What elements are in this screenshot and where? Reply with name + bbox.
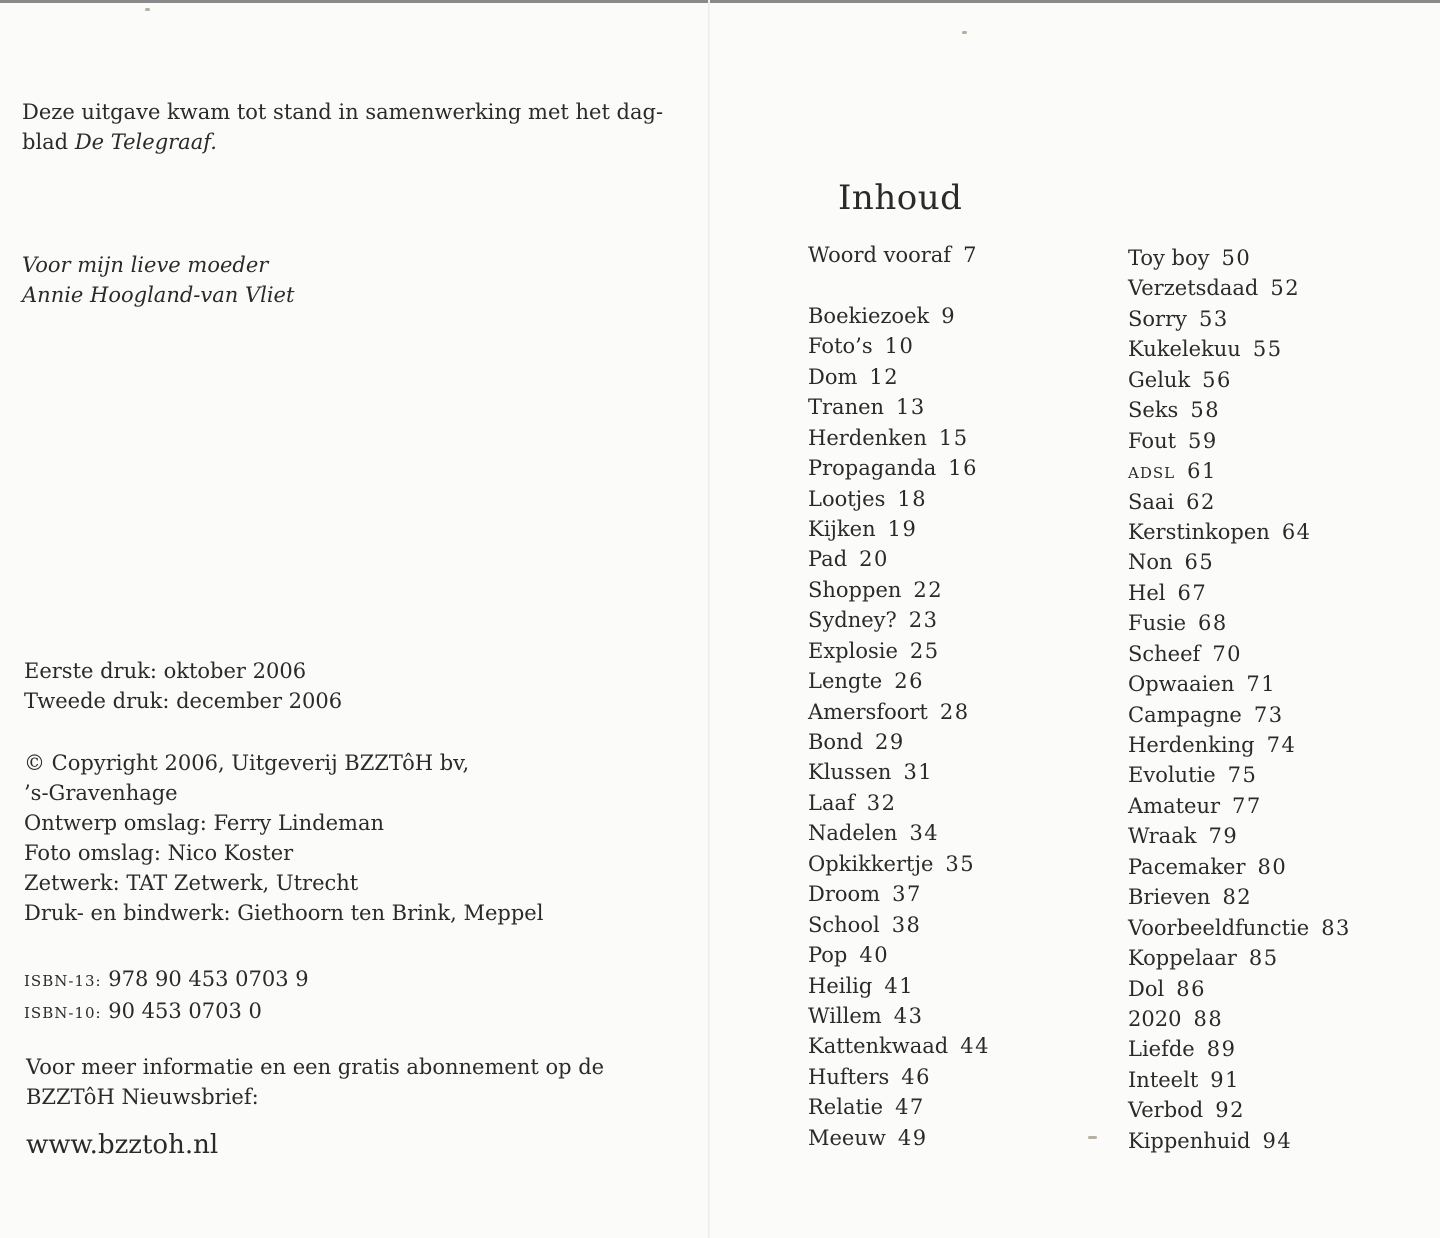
toc-entry — [808, 544, 990, 574]
toc-entry-title: Woord vooraf — [808, 243, 952, 267]
toc-entry — [1128, 943, 1351, 973]
toc-entry-title: Heilig — [808, 973, 873, 998]
toc-entry-title: Klussen — [808, 760, 892, 785]
toc-entry — [1128, 273, 1351, 303]
toc-entry-page: 31 — [903, 760, 934, 785]
toc-entry-title: Verzetsdaad — [1128, 276, 1259, 301]
toc-entry-title: Campagne — [1128, 702, 1242, 727]
toc-entry — [808, 971, 990, 1001]
toc-entry — [1128, 760, 1351, 790]
toc-entry-page: 92 — [1215, 1098, 1245, 1123]
toc-entry — [808, 1092, 990, 1122]
toc-entry — [808, 849, 990, 879]
toc-entry-page: 83 — [1321, 915, 1351, 940]
print-line: Eerste druk: oktober 2006 — [24, 659, 307, 683]
toc-entry — [808, 1062, 990, 1092]
toc-entry-title: Koppelaar — [1128, 946, 1237, 971]
toc-entry-page: 40 — [859, 943, 890, 968]
credit-line: Druk- en bindwerk: Giethoorn ten Brink, Meppel — [24, 901, 544, 925]
toc-entry — [808, 727, 990, 757]
toc-entry-page: 13 — [896, 395, 926, 420]
toc-entry-page: 89 — [1206, 1037, 1237, 1062]
toc-entry-title: Brieven — [1128, 885, 1211, 910]
toc-entry-title: School — [808, 912, 880, 937]
toc-entry-title: Fout — [1128, 428, 1177, 453]
toc-entry-page: 86 — [1176, 976, 1206, 1001]
toc-entry-title: Herdenken — [808, 425, 927, 450]
toc-entry-title: Hufters — [808, 1064, 890, 1089]
toc-entry — [808, 879, 990, 909]
toc-entry-title: Kippenhuid — [1128, 1128, 1251, 1153]
toc-entry-title: ADSL — [1128, 464, 1176, 483]
toc-entry — [1128, 395, 1351, 425]
toc-entry-page: 79 — [1208, 824, 1239, 849]
toc-entry-page: 19 — [887, 516, 918, 541]
dedication-line: Voor mijn lieve moeder — [22, 253, 269, 277]
colophon-credits — [24, 748, 543, 928]
isbn-block — [24, 964, 309, 1028]
toc-entry-title: Dom — [808, 364, 858, 389]
toc-entry-page: 82 — [1222, 885, 1253, 910]
toc-entry — [1128, 700, 1351, 730]
toc-entry — [808, 910, 990, 940]
toc-entry — [1128, 608, 1351, 638]
toc-entry-title: Scheef — [1128, 641, 1201, 666]
toc-entry-page: 67 — [1177, 580, 1208, 605]
toc-entry-page: 70 — [1212, 641, 1243, 666]
toc-entry-title: Saai — [1128, 489, 1175, 514]
toc-entry-title: Herdenking — [1128, 733, 1255, 757]
toc-entry-page: 25 — [909, 638, 940, 663]
toc-entry-page: 85 — [1248, 946, 1279, 971]
toc-entry — [808, 453, 990, 483]
toc-entry-title: Tranen — [808, 395, 885, 420]
toc-entry-page: 62 — [1186, 489, 1216, 514]
toc-entry-title: Pacemaker — [1128, 854, 1246, 879]
toc-entry-page: 47 — [895, 1095, 925, 1120]
toc-entry-page: 7 — [963, 243, 978, 267]
publication-note-text: blad — [22, 130, 75, 154]
paper-speck — [1088, 1136, 1097, 1139]
toc-entry-page: 20 — [859, 547, 889, 572]
toc-entry — [808, 788, 990, 818]
toc-entry-title: Geluk — [1128, 367, 1191, 392]
toc-entry-page: 49 — [897, 1125, 928, 1150]
toc-entry — [1128, 334, 1351, 364]
toc-entry — [808, 240, 990, 270]
toc-entry-page: 58 — [1190, 398, 1221, 423]
toc-entry-page: 28 — [939, 699, 970, 724]
dedication-line: Annie Hoogland-van Vliet — [22, 283, 295, 307]
toc-entry-title: Dol — [1128, 976, 1165, 1001]
toc-title: Inhoud — [838, 178, 963, 218]
paper-speck — [962, 31, 967, 34]
toc-entry — [808, 666, 990, 696]
toc-entry-page: 18 — [897, 486, 928, 511]
toc-entry-page: 61 — [1187, 459, 1217, 484]
toc-entry-page: 71 — [1246, 672, 1277, 697]
toc-entry-title: Bond — [808, 730, 864, 754]
toc-entry-page: 37 — [892, 882, 922, 907]
toc-entry-title: Amersfoort — [808, 699, 928, 724]
toc-entry-page: 75 — [1227, 763, 1258, 788]
toc-entry-title: Willem — [808, 1003, 882, 1028]
toc-entry-title: Laaf — [808, 790, 855, 815]
toc-entry-title: Sorry — [1128, 306, 1187, 331]
toc-entry — [1128, 1034, 1351, 1064]
credit-line: Zetwerk: TAT Zetwerk, Utrecht — [24, 871, 359, 895]
toc-entry — [808, 940, 990, 970]
toc-entry-page: 46 — [901, 1064, 932, 1089]
toc-entry — [1128, 669, 1351, 699]
toc-entry-title: Kattenkwaad — [808, 1034, 949, 1059]
dedication — [22, 250, 294, 310]
toc-entry-page: 55 — [1252, 337, 1283, 362]
toc-entry-title: Pad — [808, 547, 848, 572]
toc-entry-title: Wraak — [1128, 824, 1197, 849]
toc-entry-page: 35 — [945, 851, 976, 876]
toc-entry — [1128, 547, 1351, 577]
toc-entry-page: 64 — [1281, 519, 1312, 544]
toc-entry-title: Nadelen — [808, 821, 898, 846]
toc-entry — [808, 331, 990, 361]
toc-entry — [808, 362, 990, 392]
toc-entry-title: Evolutie — [1128, 763, 1216, 788]
toc-entry-page: 94 — [1262, 1128, 1293, 1153]
newspaper-name: De Telegraaf. — [74, 130, 217, 154]
toc-entry-page: 44 — [960, 1034, 990, 1059]
toc-entry-page: 80 — [1257, 854, 1288, 879]
toc-entry — [808, 301, 990, 331]
isbn-label: ISBN-10: — [24, 1004, 102, 1022]
toc-entry-page: 15 — [938, 425, 969, 450]
isbn-value: 978 90 453 0703 9 — [108, 967, 309, 991]
toc-entry — [808, 757, 990, 787]
toc-entry-page: 43 — [893, 1003, 924, 1028]
toc-entry-title: Lengte — [808, 669, 883, 694]
toc-entry — [808, 484, 990, 514]
toc-entry-page: 23 — [908, 608, 939, 633]
toc-entry-title: Pop — [808, 943, 848, 968]
toc-entry — [1128, 730, 1351, 760]
toc-entry-page: 91 — [1210, 1067, 1241, 1092]
toc-entry-title: Lootjes — [808, 486, 886, 511]
toc-entry-page: 88 — [1193, 1006, 1224, 1031]
toc-entry-page: 9 — [941, 303, 957, 328]
isbn-13 — [24, 964, 309, 996]
toc-entry-title: Boekiezoek — [808, 303, 930, 328]
toc-entry-title: Liefde — [1128, 1037, 1195, 1062]
toc-entry-title: Kerstinkopen — [1128, 519, 1270, 544]
toc-entry — [1128, 487, 1351, 517]
toc-entry-title: Opkikkertje — [808, 851, 934, 876]
toc-entry — [808, 605, 990, 635]
toc-entry — [1128, 913, 1351, 943]
toc-entry-title: Relatie — [808, 1095, 884, 1120]
toc-entry-title: Verbod — [1128, 1098, 1204, 1123]
print-line: Tweede druk: december 2006 — [24, 689, 343, 713]
toc-entry-page: 50 — [1221, 246, 1252, 270]
toc-entry — [1128, 243, 1351, 273]
toc-entry-page: 26 — [894, 669, 924, 694]
toc-entry-page: 77 — [1232, 793, 1262, 818]
toc-entry-title: Inteelt — [1128, 1067, 1199, 1092]
print-history — [24, 656, 342, 716]
toc-entry — [1128, 426, 1351, 456]
toc-entry — [1128, 882, 1351, 912]
toc-entry-title: Seks — [1128, 398, 1179, 423]
toc-entry-title: Shoppen — [808, 577, 902, 602]
toc-entry-page: 38 — [891, 912, 922, 937]
toc-entry-page: 74 — [1266, 733, 1297, 757]
toc-entry-page: 12 — [869, 364, 900, 389]
toc-entry-page: 65 — [1184, 550, 1215, 575]
toc-entry-page: 52 — [1270, 276, 1301, 301]
toc-entry-title: Toy boy — [1128, 246, 1210, 270]
toc-entry-page: 41 — [884, 973, 915, 998]
toc-entry-page: 10 — [884, 334, 915, 359]
publication-note-line: Deze uitgave kwam tot stand in samenwerking met het dag- — [22, 100, 664, 124]
credit-line: Ontwerp omslag: Ferry Lindeman — [24, 811, 384, 835]
isbn-label: ISBN-13: — [24, 972, 102, 990]
toc-entry-title: Kukelekuu — [1128, 337, 1241, 362]
toc-entry — [1128, 1126, 1351, 1156]
toc-entry — [1128, 974, 1351, 1004]
toc-entry — [808, 1123, 990, 1153]
paper-speck — [145, 8, 150, 11]
toc-entry — [1128, 578, 1351, 608]
toc-entry-page: 56 — [1202, 367, 1232, 392]
toc-entry — [808, 1001, 990, 1031]
toc-entry-page: 53 — [1198, 306, 1229, 331]
toc-entry-title: Non — [1128, 550, 1173, 575]
toc-entry — [808, 1031, 990, 1061]
newsletter-line: BZZTôH Nieuwsbrief: — [26, 1085, 259, 1109]
toc-entry-page: 59 — [1188, 428, 1218, 453]
toc-column-right — [1128, 243, 1351, 1156]
toc-entry-title: Propaganda — [808, 456, 937, 481]
credit-line: © Copyright 2006, Uitgeverij BZZTôH bv, — [24, 751, 470, 775]
toc-entry-page: 34 — [909, 821, 940, 846]
toc-entry-title: Droom — [808, 882, 881, 907]
toc-entry — [1128, 365, 1351, 395]
newsletter-info — [26, 1052, 604, 1112]
page-top-edge — [0, 0, 1440, 3]
toc-entry — [808, 697, 990, 727]
newsletter-line: Voor meer informatie en een gratis abonnement op de — [26, 1055, 605, 1079]
toc-entry — [1128, 1095, 1351, 1125]
toc-entry — [808, 423, 990, 453]
publication-note — [22, 97, 663, 157]
toc-entry — [1128, 791, 1351, 821]
toc-entry — [1128, 304, 1351, 334]
toc-entry-page: 22 — [913, 577, 944, 602]
toc-entry — [1128, 1065, 1351, 1095]
book-fold — [708, 0, 710, 1238]
toc-entry-page: 73 — [1253, 702, 1284, 727]
toc-entry-title: 2020 — [1128, 1006, 1182, 1031]
toc-spacer — [808, 270, 990, 300]
toc-entry — [808, 514, 990, 544]
toc-entry — [808, 575, 990, 605]
toc-entry-title: Explosie — [808, 638, 898, 663]
toc-column-left — [808, 240, 990, 1153]
toc-entry-page: 29 — [875, 730, 905, 754]
toc-entry — [808, 636, 990, 666]
toc-entry — [808, 818, 990, 848]
toc-entry — [1128, 1004, 1351, 1034]
toc-entry-title: Opwaaien — [1128, 672, 1235, 697]
toc-entry — [1128, 639, 1351, 669]
toc-entry-page: 32 — [866, 790, 897, 815]
toc-entry-title: Meeuw — [808, 1125, 886, 1150]
credit-line: ’s-Gravenhage — [24, 781, 178, 805]
toc-entry-page: 16 — [948, 456, 978, 481]
toc-entry-title: Voorbeeldfunctie — [1128, 915, 1310, 940]
toc-entry-title: Fusie — [1128, 611, 1187, 636]
isbn-value: 90 453 0703 0 — [108, 999, 262, 1023]
publication-note-line — [22, 127, 663, 157]
toc-entry-title: Foto’s — [808, 334, 873, 359]
credit-line: Foto omslag: Nico Koster — [24, 841, 294, 865]
toc-entry — [808, 392, 990, 422]
toc-entry-title: Amateur — [1128, 793, 1221, 818]
toc-entry — [1128, 517, 1351, 547]
toc-entry-title: Hel — [1128, 580, 1166, 605]
toc-entry-page: 68 — [1198, 611, 1228, 636]
toc-entry-title: Sydney? — [808, 608, 897, 633]
isbn-10 — [24, 996, 309, 1028]
toc-entry — [1128, 852, 1351, 882]
website-url: www.bzztoh.nl — [26, 1130, 219, 1160]
toc-entry-title: Kijken — [808, 516, 876, 541]
toc-entry — [1128, 456, 1351, 486]
toc-entry — [1128, 821, 1351, 851]
